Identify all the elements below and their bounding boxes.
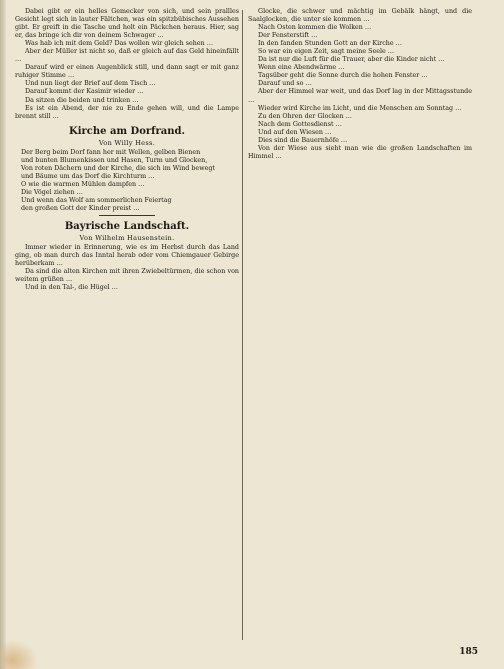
byline: Von Wilhelm Hausenstein. [79, 234, 175, 243]
paragraph: Der Fensterstift … [258, 32, 318, 40]
paragraph: Da sind die alten Kirchen mit ihren Zwiebeltürmen, die schon von weitem grüßen … [15, 268, 239, 284]
paragraph: Immer wieder in Erinnerung, wie es im Herbst durch das Land ging, ob man durch das Inntal herab oder vom Chiemgauer Gebirge herüberkam … [15, 244, 239, 268]
paragraph: Da sitzen die beiden und trinken … [25, 96, 139, 104]
paragraph: Aber der Himmel war weit, und das Dorf lag in der Mittagsstunde … [248, 88, 472, 104]
paragraph: Von der Wiese aus sieht man wie die großen Landschaften im Himmel … [248, 144, 472, 160]
paragraph: Da ist nur die Luft für die Trauer, aber die Kinder nicht … [258, 56, 445, 64]
paragraph: Wieder wird Kirche im Licht, und die Menschen am Sonntag … [258, 104, 462, 112]
intro-paragraphs [15, 8, 239, 121]
poem [21, 149, 239, 213]
left-column [15, 8, 239, 620]
poem-line: Von roten Dächern und der Kirche, die sich im Wind bewegt [21, 164, 215, 172]
section-heading: Kirche am Dorfrand. [69, 125, 185, 137]
poem-line: und Bäume um das Dorf die Kirchturm … [21, 172, 155, 180]
paragraph: Und nun liegt der Brief auf dem Tisch … [25, 80, 156, 88]
paragraph: Darauf und so … [258, 80, 312, 88]
paragraph: Dabei gibt er ein helles Gemecker von sich, und sein prallles Gesicht legt sich in lauter Fältchen, was ein spitzbübisches Aussehen gibt. Er greift in die Tasche und holt ein Päckchen heraus. Hier, sag er, das bringe ich dir von deinem Schwager … [15, 8, 239, 40]
poem-line: Die Vögel ziehen … [21, 188, 83, 196]
column-divider [242, 10, 243, 640]
section-rule [99, 215, 155, 216]
paragraph: Zu den Ohren der Glocken … [258, 112, 352, 120]
paragraph: Darauf kommt der Kasimir wieder … [25, 88, 144, 96]
paragraph: Es ist ein Abend, der nie zu Ende gehen will, und die Lampe brennt still … [15, 104, 239, 120]
paragraph: Aber der Müller ist nicht so, daß er gleich auf das Geld hineinfällt … [15, 48, 239, 64]
right-column [248, 8, 472, 653]
paragraph: Und in den Tal-, die Hügel … [25, 284, 118, 292]
paragraph: Und auf den Wiesen … [258, 128, 332, 136]
paragraph: Nach dem Gottesdienst … [258, 120, 342, 128]
paragraph: Tagsüber geht die Sonne durch die hohen Fenster … [258, 72, 428, 80]
paragraph: So war ein eigen Zeit, sagt meine Seele … [258, 48, 395, 56]
poem-line: Der Berg beim Dorf fann her mit Wellen, gelben Bienen [21, 148, 201, 156]
byline: Von Willy Hess. [98, 138, 156, 147]
essay-paragraphs [15, 244, 239, 292]
section-heading: Bayrische Landschaft. [64, 221, 190, 233]
page-binding-shadow [0, 0, 6, 669]
paragraph: Dies sind die Bauernhöfe … [258, 136, 348, 144]
paragraph: In den fanden Stunden Gott an der Kirche … [258, 40, 402, 48]
poem-line: Und wenn das Wolf am sommerlichen Feiertag [21, 196, 172, 204]
poem-line: O wie die warmen Mühlen dampfen … [21, 180, 145, 188]
paragraph: Darauf wird er einen Augenblick still, und dann sagt er mit ganz ruhiger Stimme … [15, 64, 239, 80]
paper-stain [2, 640, 38, 669]
paragraph: Glocke, die schwer und mächtig im Gebälk hängt, und die Saalglocken, die unter sie kommen … [248, 8, 472, 24]
poem-line: den großen Gott der Kinder preist … [21, 205, 140, 213]
paragraph: Was hab ich mit dem Geld? Das wollen wir gleich sehen … [25, 40, 214, 48]
paragraph: Nach Osten kommen die Wolken … [258, 24, 372, 32]
poem-line: und bunten Blumenkissen und Hasen, Turm und Glocken, [21, 156, 208, 164]
page-number: 185 [459, 647, 478, 657]
paragraph: Wenn eine Abendwärme … [258, 64, 345, 72]
